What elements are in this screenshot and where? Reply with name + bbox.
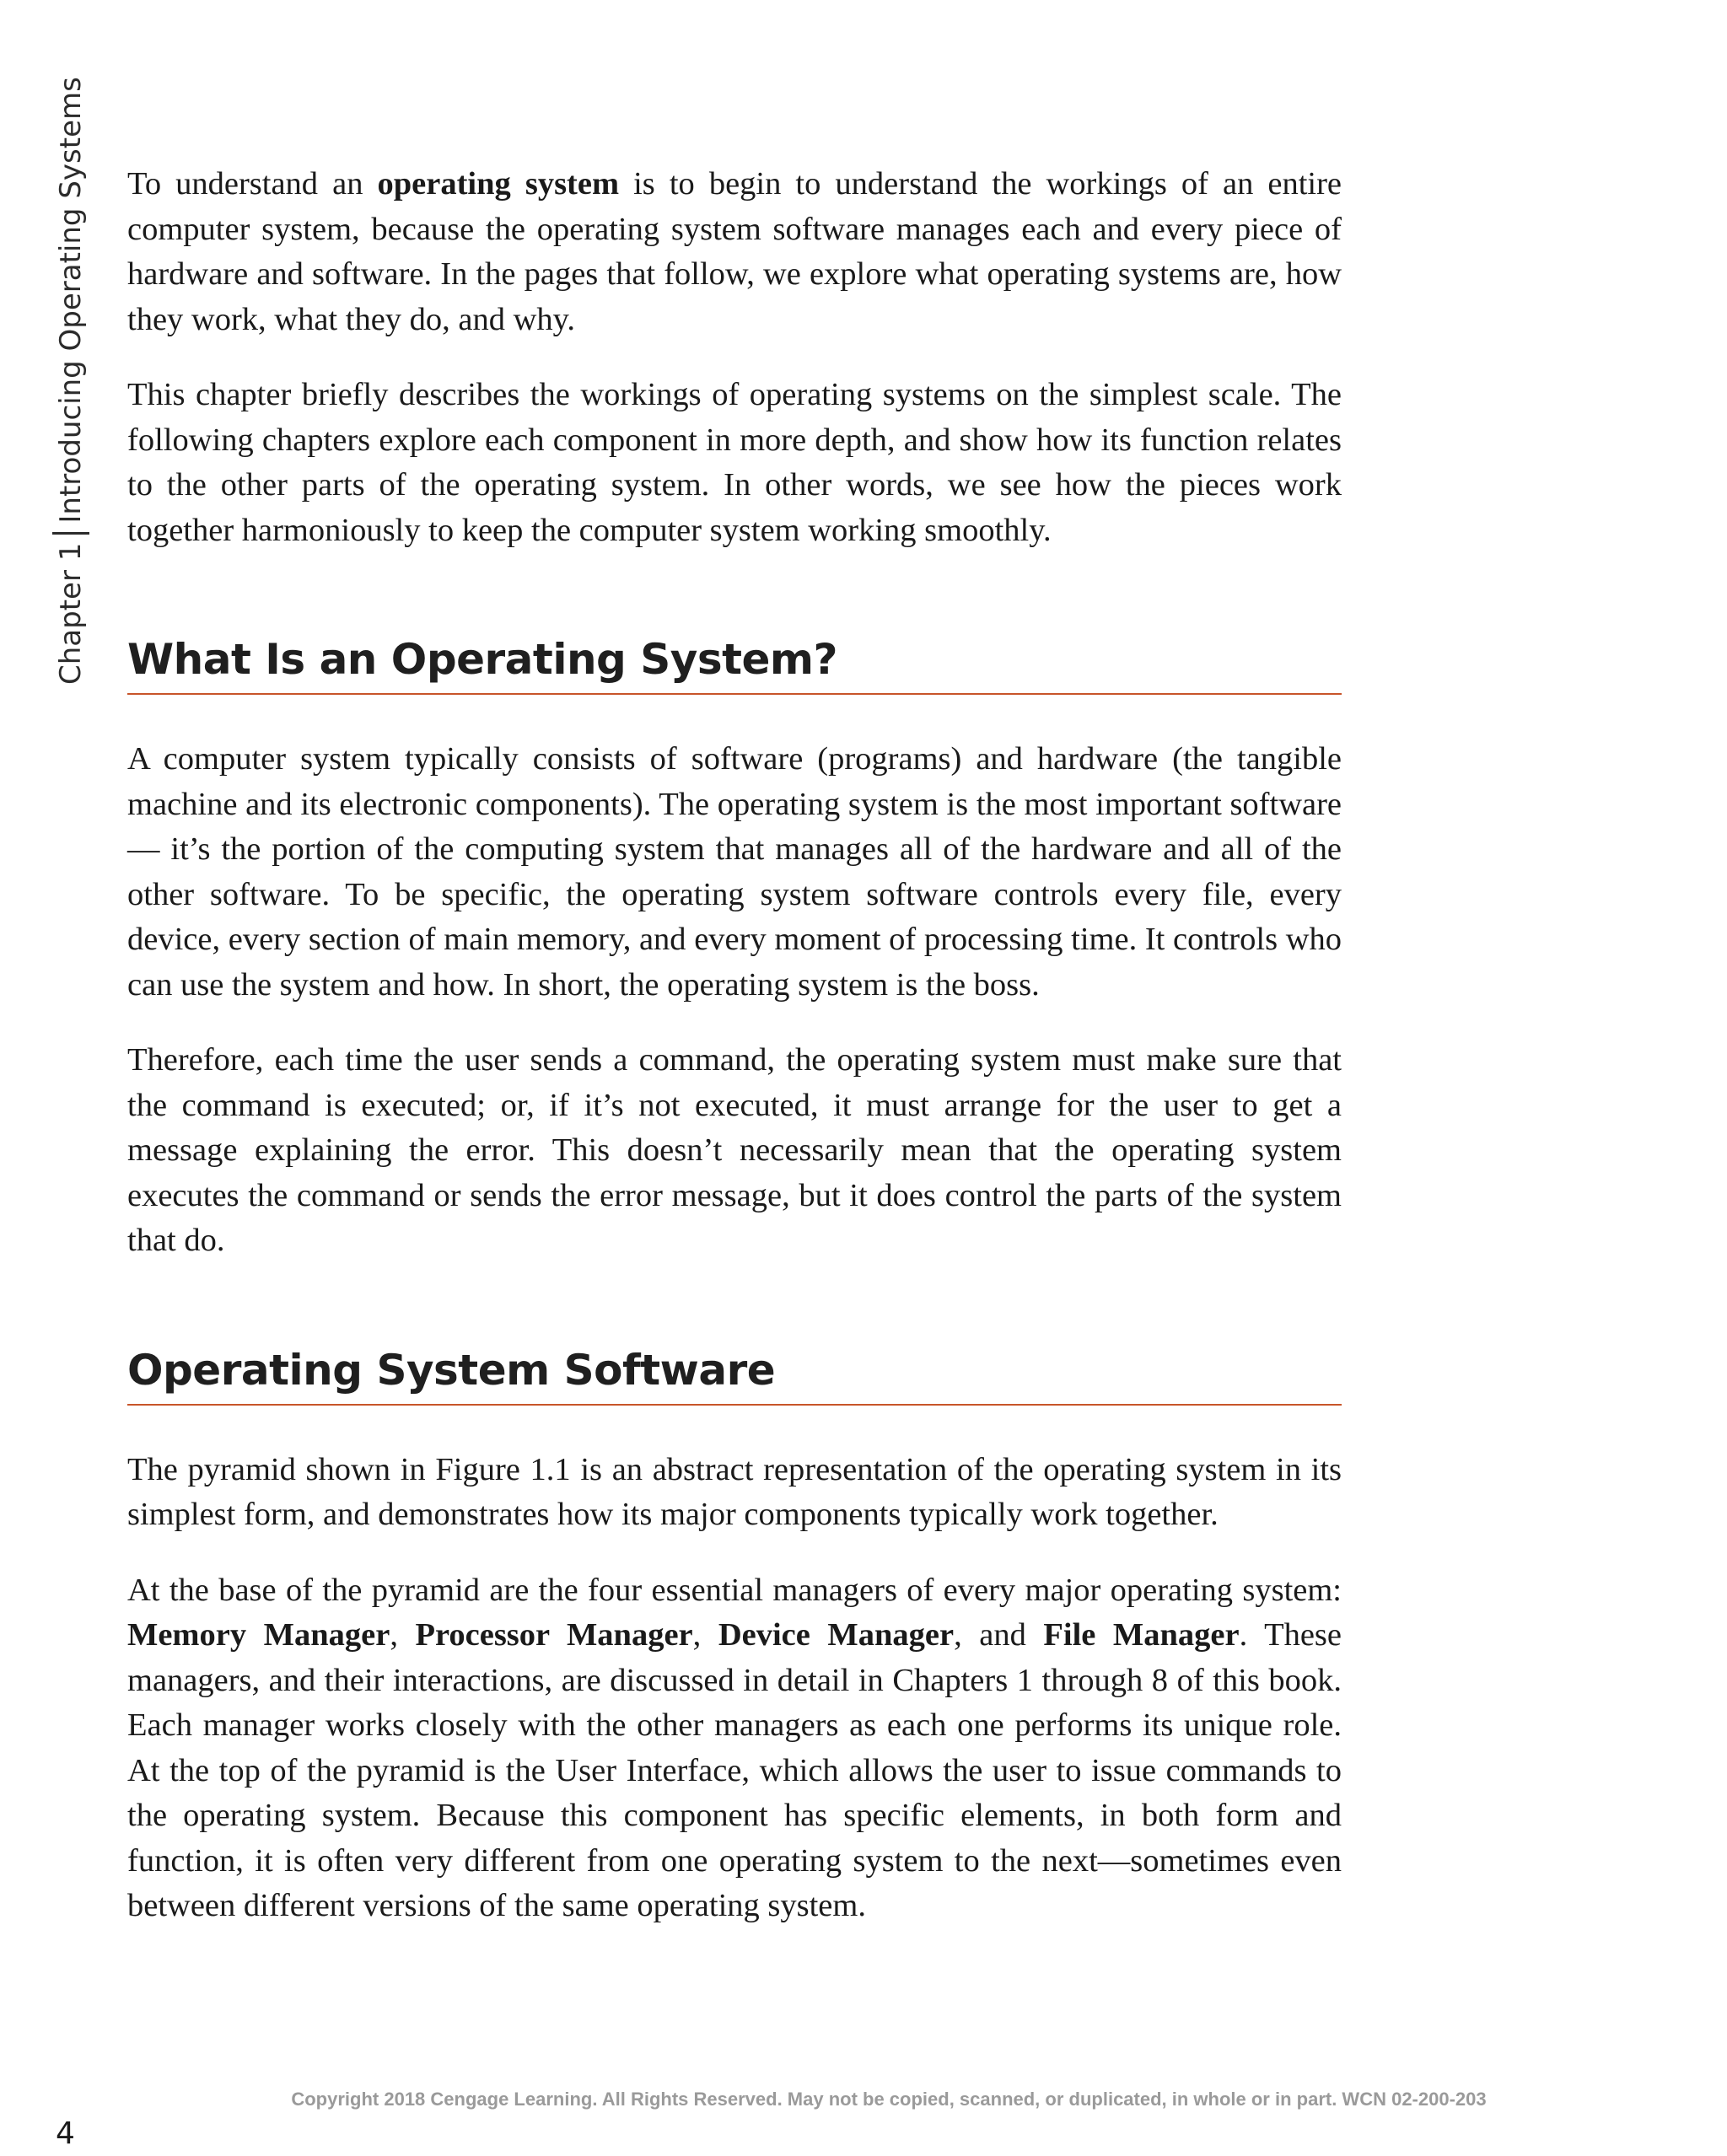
section2-paragraph-1: The pyramid shown in Figure 1.1 is an abstract representation of the operating system in its simplest form, and demonstrates how its major components typically work together. (127, 1451, 1342, 1532)
term-file-manager: File Manager (1043, 1617, 1240, 1653)
section-heading-os-software: Operating System Software (127, 1345, 1342, 1406)
term-processor-manager: Processor Manager (415, 1617, 693, 1653)
section-heading-what-is-os: What Is an Operating System? (127, 634, 1342, 695)
term-operating-system: operating system (377, 166, 620, 202)
section1-paragraph-2: Therefore, each time the user sends a command, the operating system must make sure that the command is executed; or, if it’s not executed, it must arrange for the user to get a message explaining the error. This doesn’t necessarily mean that the operating system executes the command or sends the error message, but it does control the parts of the system that do. (127, 1042, 1342, 1258)
copyright-notice: Copyright 2018 Cengage Learning. All Rights Reserved. May not be copied, scanned, or duplicated, in whole or in part. WCN 02-200-203 (291, 2089, 1487, 2110)
running-head (0, 0, 88, 759)
page-number: 4 (56, 2116, 75, 2151)
section1-paragraph-1: A computer system typically consists of software (programs) and hardware (the tangible machine and its electronic components). The operating system is the most important software— it’s the portion of the computing system that manages all of the hardware and all of the other software. To be specific, the operating system software controls every file, every device, every section of main memory, and every moment of processing time. It controls who can use the system and how. In short, the operating system is the boss. (127, 741, 1342, 1003)
intro-paragraph-1: To understand an operating system is to begin to understand the workings of an entire computer system, because the operating system software manages each and every piece of hardware and software. In the pages that follow, we explore what operating systems are, how they work, what they do, and why. (127, 166, 1342, 337)
running-head-title: Introducing Operating Systems (54, 77, 88, 524)
section2-paragraph-2: At the base of the pyramid are the four essential managers of every major operating system: Memory Manager, Processor Manager, Device Manager, and File Manager. These managers, and their interactions, are discussed in detail in Chapters 1 through 8 of this book. Each manager works closely with the other managers as each one performs its unique role. At the top of the pyramid is the User Interface, which allows the user to issue commands to the operating system. Because this component has specific elements, in both form and function, it is often very different from one operating system to the next—sometimes even between different versions of the same operating system. (127, 1572, 1342, 1923)
term-device-manager: Device Manager (718, 1617, 955, 1653)
page-body (127, 162, 1342, 1929)
intro-paragraph-2: This chapter briefly describes the workings of operating systems on the simplest scale. The following chapters explore each component in more depth, and show how its function relates to the other parts of the operating system. In other words, we see how the pieces work together harmoniously to keep the computer system working smoothly. (127, 377, 1342, 548)
running-head-chapter: Chapter 1 (54, 542, 88, 685)
term-memory-manager: Memory Manager (127, 1617, 390, 1653)
running-head-separator (52, 532, 89, 535)
